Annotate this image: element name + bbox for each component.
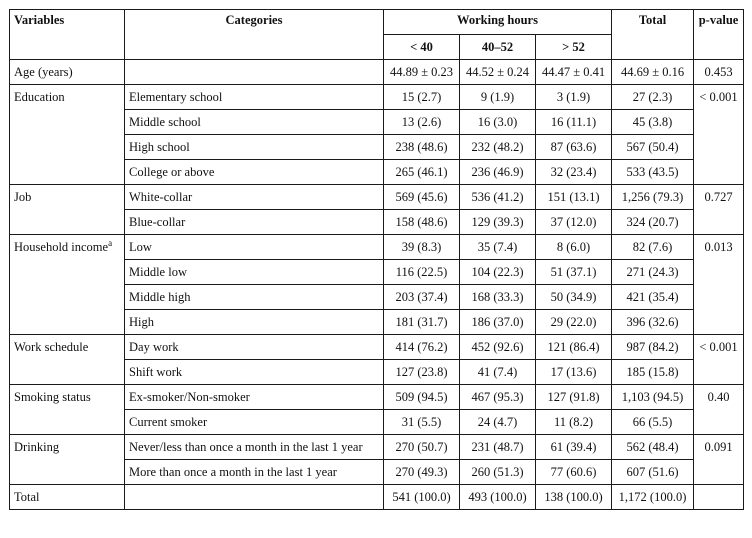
category-cell — [125, 485, 384, 510]
cell-40-52: 452 (92.6) — [460, 335, 536, 360]
category-cell: College or above — [125, 160, 384, 185]
cell-lt40: 238 (48.6) — [384, 135, 460, 160]
cell-total: 987 (84.2) — [612, 335, 694, 360]
cell-gt52: 151 (13.1) — [536, 185, 612, 210]
category-cell: High — [125, 310, 384, 335]
cell-40-52: 232 (48.2) — [460, 135, 536, 160]
cell-40-52: 35 (7.4) — [460, 235, 536, 260]
cell-lt40: 509 (94.5) — [384, 385, 460, 410]
cell-gt52: 87 (63.6) — [536, 135, 612, 160]
category-cell: Middle low — [125, 260, 384, 285]
table-row — [10, 235, 744, 260]
header-gt52: > 52 — [536, 35, 612, 60]
cell-pvalue: < 0.001 — [694, 85, 744, 185]
cell-gt52: 121 (86.4) — [536, 335, 612, 360]
cell-total: 607 (51.6) — [612, 460, 694, 485]
table-row — [10, 185, 744, 210]
cell-pvalue — [694, 485, 744, 510]
cell-total: 533 (43.5) — [612, 160, 694, 185]
cell-gt52: 77 (60.6) — [536, 460, 612, 485]
cell-40-52: 16 (3.0) — [460, 110, 536, 135]
cell-gt52: 50 (34.9) — [536, 285, 612, 310]
cell-pvalue: < 0.001 — [694, 335, 744, 385]
cell-40-52: 493 (100.0) — [460, 485, 536, 510]
cell-gt52: 3 (1.9) — [536, 85, 612, 110]
cell-lt40: 31 (5.5) — [384, 410, 460, 435]
cell-lt40: 116 (22.5) — [384, 260, 460, 285]
cell-gt52: 32 (23.4) — [536, 160, 612, 185]
header-variables: Variables — [10, 10, 125, 60]
cell-gt52: 8 (6.0) — [536, 235, 612, 260]
variable-label: Smoking status — [10, 385, 125, 435]
cell-40-52: 260 (51.3) — [460, 460, 536, 485]
table-row-total — [10, 485, 744, 510]
footnote-marker: a — [108, 237, 113, 248]
category-cell: Day work — [125, 335, 384, 360]
cell-lt40: 127 (23.8) — [384, 360, 460, 385]
data-table — [9, 9, 744, 510]
cell-lt40: 13 (2.6) — [384, 110, 460, 135]
variable-label: Job — [10, 185, 125, 235]
variable-label: Work schedule — [10, 335, 125, 385]
variable-label: Age (years) — [10, 60, 125, 85]
cell-lt40: 39 (8.3) — [384, 235, 460, 260]
cell-total: 324 (20.7) — [612, 210, 694, 235]
category-cell — [125, 60, 384, 85]
cell-pvalue: 0.727 — [694, 185, 744, 235]
cell-total: 45 (3.8) — [612, 110, 694, 135]
cell-gt52: 51 (37.1) — [536, 260, 612, 285]
cell-lt40: 569 (45.6) — [384, 185, 460, 210]
cell-40-52: 467 (95.3) — [460, 385, 536, 410]
category-cell: Elementary school — [125, 85, 384, 110]
variable-label: Total — [10, 485, 125, 510]
cell-lt40: 541 (100.0) — [384, 485, 460, 510]
cell-lt40: 270 (50.7) — [384, 435, 460, 460]
cell-40-52: 129 (39.3) — [460, 210, 536, 235]
header-total: Total — [612, 10, 694, 60]
cell-pvalue: 0.013 — [694, 235, 744, 335]
cell-pvalue: 0.091 — [694, 435, 744, 485]
cell-40-52: 9 (1.9) — [460, 85, 536, 110]
category-cell: Low — [125, 235, 384, 260]
cell-40-52: 104 (22.3) — [460, 260, 536, 285]
cell-total: 396 (32.6) — [612, 310, 694, 335]
cell-total: 421 (35.4) — [612, 285, 694, 310]
income-label: Household income — [14, 240, 109, 254]
cell-lt40: 44.89 ± 0.23 — [384, 60, 460, 85]
cell-total: 1,172 (100.0) — [612, 485, 694, 510]
cell-gt52: 44.47 ± 0.41 — [536, 60, 612, 85]
cell-total: 567 (50.4) — [612, 135, 694, 160]
cell-lt40: 270 (49.3) — [384, 460, 460, 485]
cell-gt52: 138 (100.0) — [536, 485, 612, 510]
table-row — [10, 435, 744, 460]
category-cell: Blue-collar — [125, 210, 384, 235]
cell-pvalue: 0.40 — [694, 385, 744, 435]
category-cell: White-collar — [125, 185, 384, 210]
cell-40-52: 24 (4.7) — [460, 410, 536, 435]
cell-lt40: 265 (46.1) — [384, 160, 460, 185]
cell-gt52: 29 (22.0) — [536, 310, 612, 335]
header-lt40: < 40 — [384, 35, 460, 60]
header-working-hours: Working hours — [384, 10, 612, 35]
cell-total: 27 (2.3) — [612, 85, 694, 110]
category-cell: Current smoker — [125, 410, 384, 435]
category-cell: More than once a month in the last 1 year — [125, 460, 384, 485]
cell-40-52: 41 (7.4) — [460, 360, 536, 385]
category-cell: Ex-smoker/Non-smoker — [125, 385, 384, 410]
cell-total: 1,256 (79.3) — [612, 185, 694, 210]
cell-40-52: 186 (37.0) — [460, 310, 536, 335]
category-cell: High school — [125, 135, 384, 160]
variable-label — [10, 235, 125, 335]
category-cell: Shift work — [125, 360, 384, 385]
cell-gt52: 127 (91.8) — [536, 385, 612, 410]
cell-40-52: 231 (48.7) — [460, 435, 536, 460]
table-row — [10, 85, 744, 110]
table-row — [10, 60, 744, 85]
cell-total: 44.69 ± 0.16 — [612, 60, 694, 85]
category-cell: Middle school — [125, 110, 384, 135]
cell-lt40: 158 (48.6) — [384, 210, 460, 235]
header-categories: Categories — [125, 10, 384, 60]
cell-40-52: 44.52 ± 0.24 — [460, 60, 536, 85]
cell-lt40: 181 (31.7) — [384, 310, 460, 335]
header-pvalue: p-value — [694, 10, 744, 60]
category-cell: Never/less than once a month in the last 1 year — [125, 435, 384, 460]
cell-gt52: 37 (12.0) — [536, 210, 612, 235]
cell-pvalue: 0.453 — [694, 60, 744, 85]
cell-total: 562 (48.4) — [612, 435, 694, 460]
table-row — [10, 385, 744, 410]
cell-lt40: 414 (76.2) — [384, 335, 460, 360]
cell-lt40: 15 (2.7) — [384, 85, 460, 110]
cell-40-52: 168 (33.3) — [460, 285, 536, 310]
table-row — [10, 335, 744, 360]
cell-total: 1,103 (94.5) — [612, 385, 694, 410]
cell-40-52: 536 (41.2) — [460, 185, 536, 210]
category-cell: Middle high — [125, 285, 384, 310]
cell-gt52: 61 (39.4) — [536, 435, 612, 460]
cell-gt52: 16 (11.1) — [536, 110, 612, 135]
variable-label: Education — [10, 85, 125, 185]
variable-label: Drinking — [10, 435, 125, 485]
cell-lt40: 203 (37.4) — [384, 285, 460, 310]
cell-total: 66 (5.5) — [612, 410, 694, 435]
header-40-52: 40–52 — [460, 35, 536, 60]
cell-total: 185 (15.8) — [612, 360, 694, 385]
cell-total: 271 (24.3) — [612, 260, 694, 285]
cell-total: 82 (7.6) — [612, 235, 694, 260]
cell-gt52: 11 (8.2) — [536, 410, 612, 435]
cell-40-52: 236 (46.9) — [460, 160, 536, 185]
cell-gt52: 17 (13.6) — [536, 360, 612, 385]
